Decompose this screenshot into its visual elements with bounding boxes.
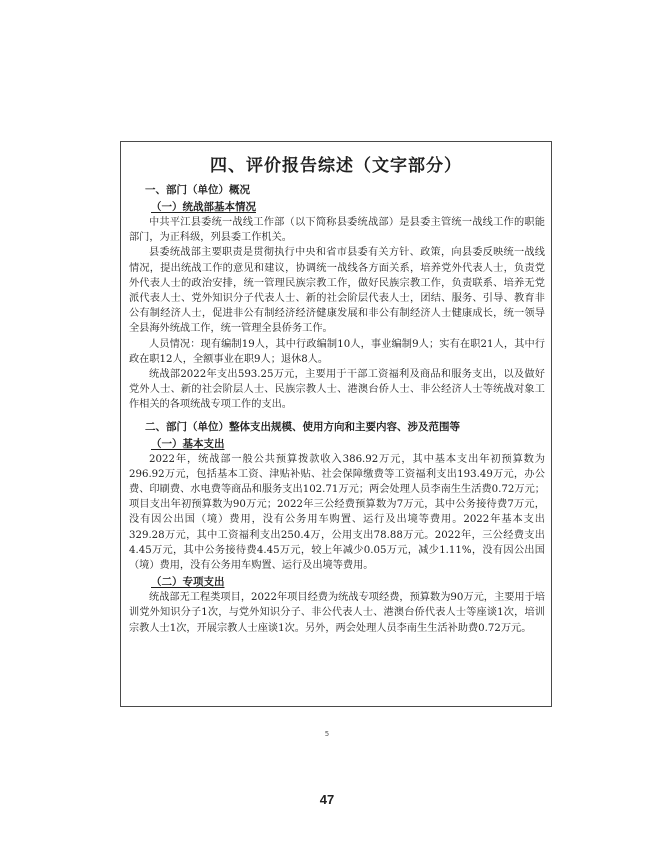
paragraph-special-spending: 统战部无工程类项目，2022年项目经费为统战专项经费，预算数为90万元，主要用于培训党外知识分子1次，与党外知识分子、非公代表人士、港澳台侨代表人士等座谈1次，培训宗教人士1次，开展宗教人士座谈1次。另外，两会处理人员李南生生活补助费0.72万元。 (129, 592, 545, 634)
inner-page-number: 5 (324, 730, 330, 738)
report-frame (120, 141, 552, 707)
subsection-heading-basic-spending (151, 437, 545, 452)
section-heading-overview: 一、部门（单位）概况 (145, 184, 250, 196)
subsection-heading-basic-info-text: （一）统战部基本情况 (151, 201, 256, 213)
subsection-heading-basic-info (151, 200, 545, 215)
page-number: 47 (319, 792, 335, 807)
paragraph-duties: 县委统战部主要职责是贯彻执行中央和省市县委有关方针、政策，向县委反映统一战线情况，提出统战工作的意见和建议，协调统一战线各方面关系，培养党外代表人士，负责党外代表人士的政治安排，统一管理民族宗教工作，做好民族宗教工作，负责联系、培养无党派代表人士、党外知识分子代表人士、新的社会阶层代表人士，团结、服务、引导、教育非公有制经济人士，促进非公有制经济经济健康发展和非公有制经济人士健康成长，统一领导全县海外统战工作，统一管理全县侨务工作。 (129, 247, 545, 335)
subsection-heading-special-spending (151, 575, 545, 590)
report-title: 四、评价报告综述（文字部分） (210, 156, 462, 176)
section-heading-spending-scale: 二、部门（单位）整体支出规模、使用方向和主要内容、涉及范围等 (145, 420, 460, 433)
paragraph-staffing: 人员情况：现有编制19人，其中行政编制10人，事业编制9人；实有在职21人，其中行政在职12人，全额事业在职9人；退休8人。 (129, 338, 545, 365)
report-body (121, 183, 551, 636)
paragraph-expenditure-summary: 统战部2022年支出593.25万元，主要用于干部工资福利及商品和服务支出，以及做好党外人士、新的社会阶层人士、民族宗教人士、港澳台侨人士、非公经济人士等统战对象工作相关的各项统战专项工作的支出。 (129, 369, 545, 411)
subsection-heading-special-spending-text: （二）专项支出 (151, 576, 225, 589)
subsection-heading-basic-spending-text: （一）基本支出 (151, 437, 225, 450)
paragraph-basic-spending: 2022年，统战部一般公共预算拨款收入386.92万元，其中基本支出年初预算数为296.92万元，包括基本工资、津贴补贴、社会保障缴费等工资福利支出193.49万元，办公费、印刷费、水电费等商品和服务支出102.71万元；两会处理人员李南生生活费0.72万元；项目支出年初预算数为90万元；2022年三公经费预算数为7万元，其中公务接待费7万元，没有因公出国（境）费用，没有公务用车购置、运行及出境等费用。2022年基本支出329.28万元，其中工资福利支出250.4万，公用支出78.88万元。2022年，三公经费支出4.45万元，其中公务接待费4.45万元，较上年减少0.05万元，减少1.11%，没有因公出国（境）费用，没有公务用车购置、运行及出境等费用。 (129, 453, 545, 572)
paragraph-department-intro: 中共平江县委统一战线工作部（以下简称县委统战部）是县委主管统一战线工作的职能部门，为正科级，列县委工作机关。 (129, 217, 545, 244)
